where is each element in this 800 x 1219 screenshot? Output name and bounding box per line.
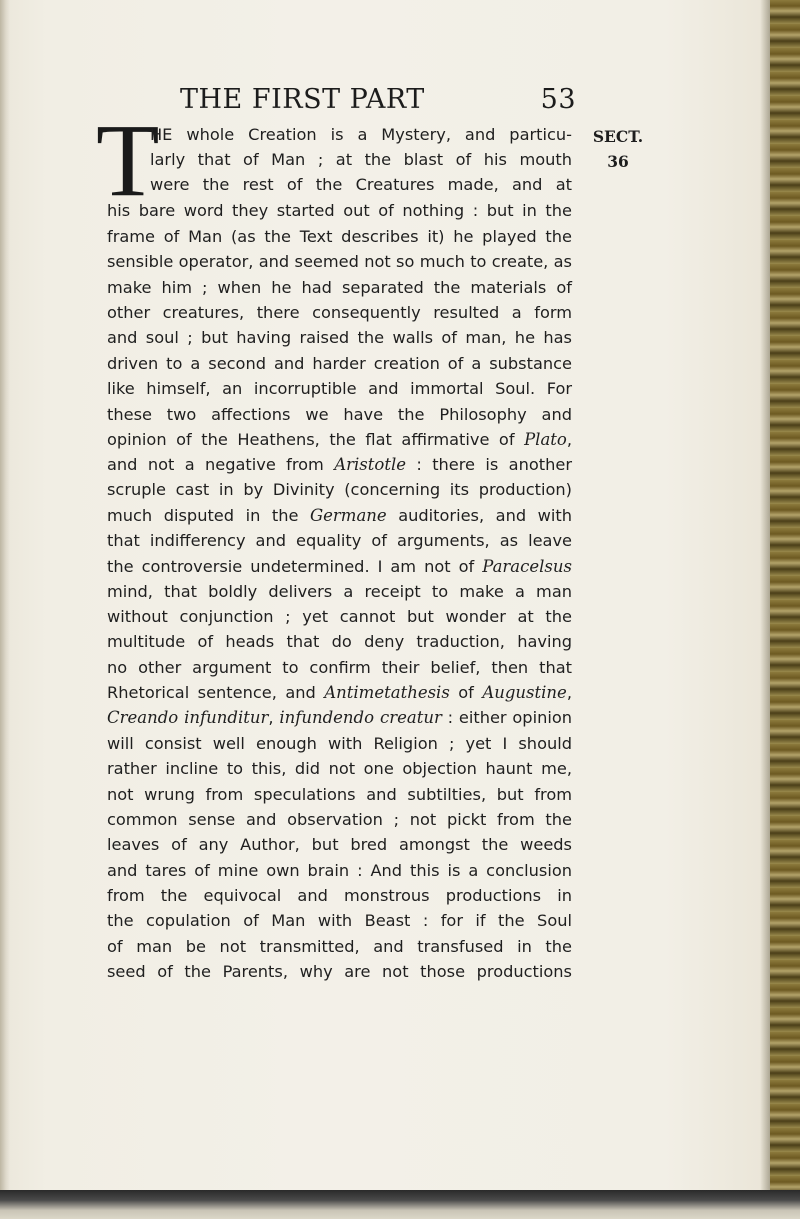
text-line: will consist well enough with Religion ; yet I should bbox=[107, 734, 572, 753]
text-line: that indifferency and equality of arguments, as leave bbox=[107, 531, 572, 550]
text-line: of man be not transmitted, and transfused in the bbox=[107, 937, 572, 956]
page-gutter-shadow bbox=[0, 0, 10, 1192]
text-line: these two affections we have the Philosophy and bbox=[107, 405, 572, 424]
text-line: driven to a second and harder creation of a substance bbox=[107, 354, 572, 373]
drop-cap-letter: T bbox=[96, 103, 160, 218]
text-line: mind, that boldly delivers a receipt to make a man bbox=[107, 582, 572, 601]
text-line: and tares of mine own brain : And this is a conclusion bbox=[107, 861, 572, 880]
text-line: larly that of Man ; at the blast of his mouth bbox=[150, 150, 572, 169]
text-line: rather incline to this, did not one objection haunt me, bbox=[107, 759, 572, 778]
text-line: from the equivocal and monstrous productions in bbox=[107, 886, 572, 905]
text-line: without conjunction ; yet cannot but wonder at the bbox=[107, 607, 572, 626]
text-line: the copulation of Man with Beast : for if the Soul bbox=[107, 911, 572, 930]
text-line: and soul ; but having raised the walls of man, he has bbox=[107, 328, 572, 347]
text-line: not wrung from speculations and subtilties, but from bbox=[107, 785, 572, 804]
text-line: Rhetorical sentence, and Antimetathesis of Augustine, bbox=[107, 683, 572, 702]
page-bottom-edge bbox=[0, 1190, 800, 1219]
text-line: sensible operator, and seemed not so much to create, as bbox=[107, 252, 572, 271]
text-line: opinion of the Heathens, the flat affirmative of Plato, bbox=[107, 430, 572, 449]
text-line: no other argument to confirm their belief, then that bbox=[107, 658, 572, 677]
text-line: make him ; when he had separated the materials of bbox=[107, 278, 572, 297]
text-line: and not a negative from Aristotle : there is another bbox=[107, 455, 572, 474]
text-line: scruple cast in by Divinity (concerning its production) bbox=[107, 480, 572, 499]
book-edge bbox=[770, 0, 800, 1219]
text-line: much disputed in the Germane auditories, and with bbox=[107, 506, 572, 525]
page-edge-shadow bbox=[760, 0, 770, 1219]
text-line: common sense and observation ; not pickt from the bbox=[107, 810, 572, 829]
text-line: multitude of heads that do deny traduction, having bbox=[107, 632, 572, 651]
section-number: 36 bbox=[607, 152, 629, 171]
text-line: Creando infunditur, infundendo creatur : either opinion bbox=[107, 708, 572, 727]
text-line: the controversie undetermined. I am not of Paracelsus bbox=[107, 557, 572, 576]
section-marker bbox=[582, 124, 654, 174]
text-line: HE whole Creation is a Mystery, and particu- bbox=[150, 125, 572, 144]
text-line: frame of Man (as the Text describes it) he played the bbox=[107, 227, 572, 246]
text-line: seed of the Parents, why are not those productions bbox=[107, 962, 572, 981]
text-line: his bare word they started out of nothing : but in the bbox=[107, 201, 572, 220]
text-line: like himself, an incorruptible and immortal Soul. For bbox=[107, 379, 572, 398]
text-line: were the rest of the Creatures made, and at bbox=[150, 175, 572, 194]
text-line: leaves of any Author, but bred amongst the weeds bbox=[107, 835, 572, 854]
section-label: SECT. bbox=[592, 127, 644, 146]
running-header bbox=[180, 84, 576, 120]
page-number: 53 bbox=[540, 84, 576, 115]
running-head-title: THE FIRST PART bbox=[180, 84, 425, 115]
text-line: other creatures, there consequently resulted a form bbox=[107, 303, 572, 322]
